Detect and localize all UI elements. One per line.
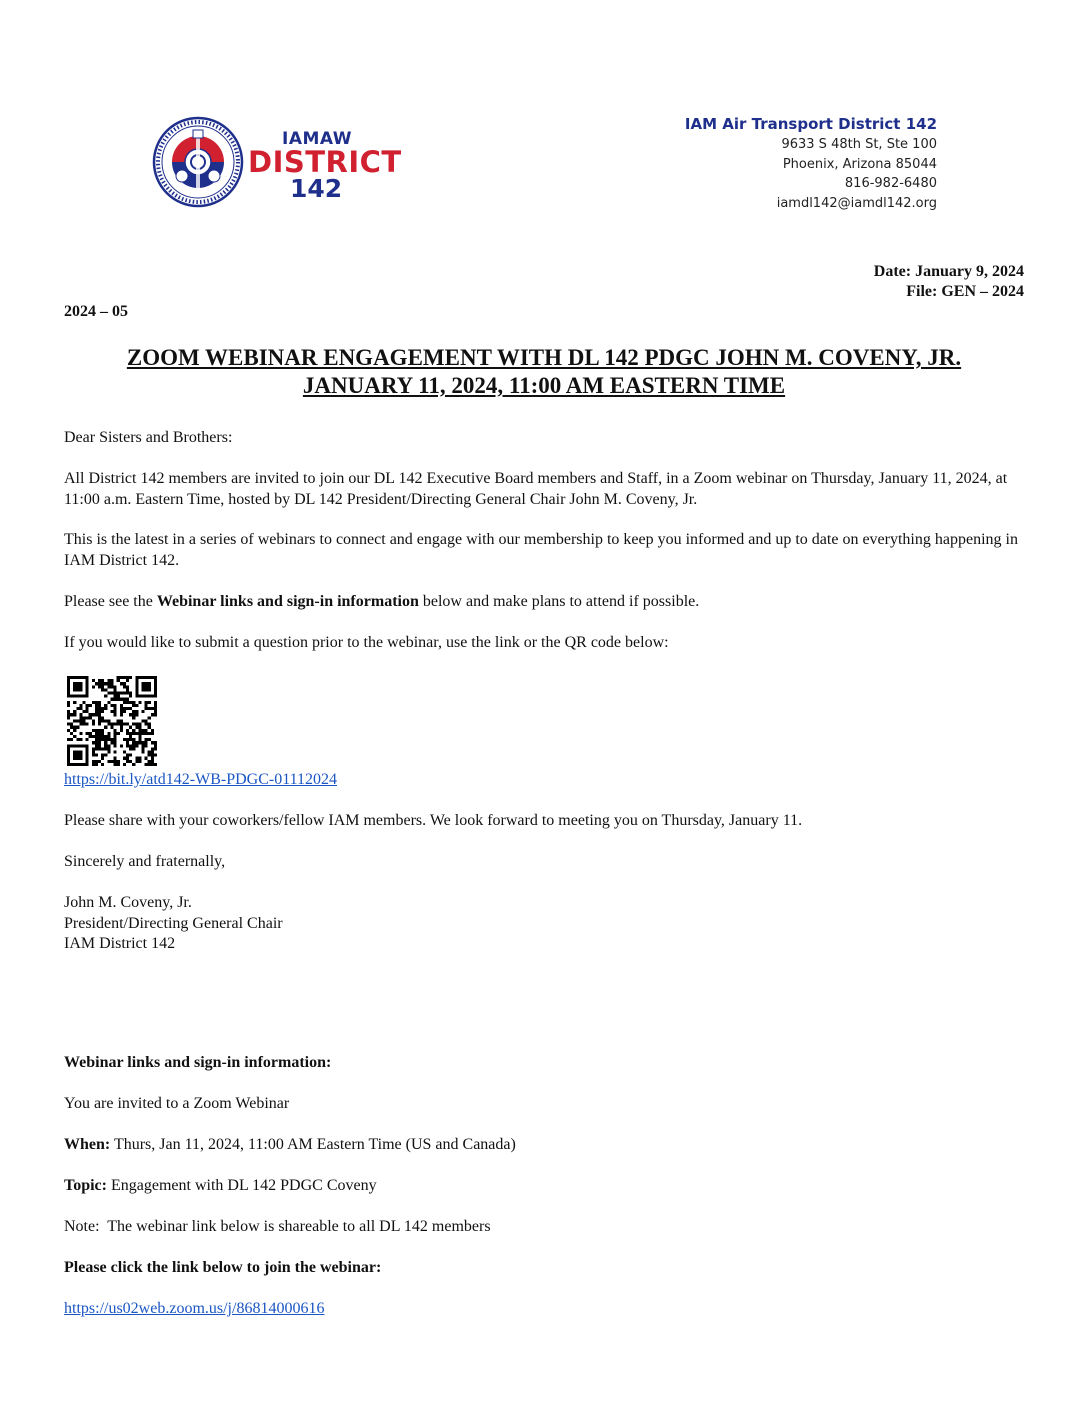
see-links-prefix: Please see the <box>64 593 157 610</box>
paragraph-share-text: Please share with your coworkers/fellow IAM members. We look forward to meeting you on Thursday, January 11. <box>64 812 803 829</box>
paragraph-invitation <box>64 469 1026 510</box>
paragraph-series <box>64 530 1026 571</box>
zoom-join-link[interactable]: https://us02web.zoom.us/j/86814000616 <box>64 1300 325 1317</box>
paragraph-see-links <box>64 592 1026 613</box>
title-line-1: ZOOM WEBINAR ENGAGEMENT WITH DL 142 PDGC JOHN M. COVENY, JR. <box>126 345 962 370</box>
when-label: When: <box>64 1136 111 1153</box>
date-file-block <box>874 262 1024 302</box>
iamaw-district-142-logo <box>152 116 402 208</box>
logo-wordmark <box>248 130 402 202</box>
webinar-invite <box>64 1094 1026 1115</box>
webinar-heading-text: Webinar links and sign-in information: <box>64 1054 332 1071</box>
see-links-bold: Webinar links and sign-in information <box>156 593 419 610</box>
webinar-topic <box>64 1176 1026 1197</box>
closing-text: Sincerely and fraternally, <box>64 853 226 870</box>
when-value: Thurs, Jan 11, 2024, 11:00 AM Eastern Time (US and Canada) <box>110 1136 516 1153</box>
webinar-heading <box>64 1053 1026 1074</box>
document-file: File: GEN – 2024 <box>906 283 1024 300</box>
signer-organization: IAM District 142 <box>64 935 176 952</box>
paragraph-invitation-text: All District 142 members are invited to join our DL 142 Executive Board members and Staff, in a Zoom webinar on Thursday, January 11, 2024, at 11:00 a.m. Eastern Time, hosted by DL 142 President/Directing General Chair John M. Coveny, Jr. <box>64 470 1008 508</box>
paragraph-share <box>64 811 1026 832</box>
email-address: iamdl142@iamdl142.org <box>776 195 937 211</box>
address-line-1: 9633 S 48th St, Ste 100 <box>781 137 937 152</box>
webinar-note-text: Note: The webinar link below is shareable to all DL 142 members <box>64 1218 491 1235</box>
join-heading-text: Please click the link below to join the webinar: <box>64 1259 382 1276</box>
phone-number: 816-982-6480 <box>844 176 937 191</box>
iam-seal-icon <box>152 116 244 208</box>
signer-title: President/Directing General Chair <box>64 914 283 932</box>
logo-line-number: 142 <box>290 174 343 203</box>
page-title <box>64 344 1024 400</box>
title-line-2: JANUARY 11, 2024, 11:00 AM EASTERN TIME <box>302 373 786 398</box>
join-heading <box>64 1258 1026 1279</box>
logo-line-district: DISTRICT <box>248 145 402 179</box>
signer-name: John M. Coveny, Jr. <box>64 894 192 911</box>
webinar-note <box>64 1217 1026 1238</box>
question-submission-link[interactable]: https://bit.ly/atd142-WB-PDGC-01112024 <box>64 771 338 788</box>
paragraph-submit-question-text: If you would like to submit a question prior to the webinar, use the link or the QR code below: <box>64 634 669 651</box>
closing <box>64 852 1026 873</box>
signature-block <box>64 893 1026 955</box>
webinar-when <box>64 1135 1026 1156</box>
document-number: 2024 – 05 <box>64 303 128 320</box>
org-name: IAM Air Transport District 142 <box>684 115 937 133</box>
paragraph-see-links-text <box>64 592 1026 613</box>
address-line-2: Phoenix, Arizona 85044 <box>782 156 937 172</box>
salutation <box>64 428 1026 449</box>
join-link-line <box>64 1299 1026 1320</box>
letterhead-address-block <box>685 114 937 213</box>
document-date: Date: January 9, 2024 <box>873 263 1024 280</box>
logo-line-iamaw: IAMAW <box>282 129 353 149</box>
question-link-line <box>64 770 1026 791</box>
topic-label: Topic: <box>64 1177 107 1194</box>
salutation-text: Dear Sisters and Brothers: <box>64 429 233 446</box>
paragraph-submit-question <box>64 633 1026 654</box>
topic-value: Engagement with DL 142 PDGC Coveny <box>106 1177 377 1194</box>
see-links-suffix: below and make plans to attend if possible. <box>418 593 700 610</box>
qr-code-image[interactable] <box>66 676 158 766</box>
paragraph-series-text: This is the latest in a series of webinars to connect and engage with our membership to keep you informed and up to date on everything happening in IAM District 142. <box>64 531 1018 569</box>
webinar-invite-text: You are invited to a Zoom Webinar <box>64 1095 290 1112</box>
